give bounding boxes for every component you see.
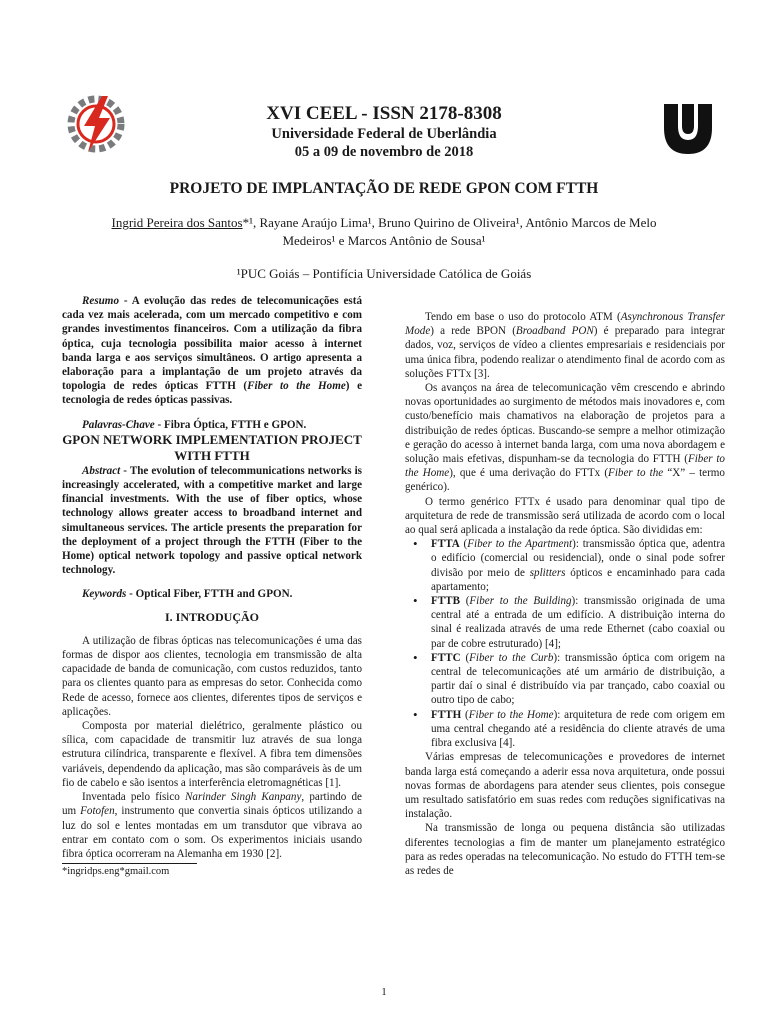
intro-paragraph: Composta por material dielétrico, geralmente plástico ou sílica, com capacidade de transmitir luz através de sua longa estrutura cilíndrica, transparente e flexível. A fibra tem dimensões variáveis, dependendo da aplicação, mas são comparáveis às de um fio de cabelo e são isentos a interferência eletromagnéticas [1].	[62, 720, 362, 789]
abstract: Abstract - The evolution of telecommunications networks is increasingly accelerated, with a competitive market and large financial investments. With the use of fiber optics, whose technology allows greater access to broadband internet and simultaneous services. The article presents the preparation for the deployment of a project through the FTTH (Fiber to the Home) optical network topology and passive optical network technology.	[62, 464, 362, 577]
body-paragraph: Na transmissão de longa ou pequena distância são utilizadas diferentes tecnologias a fim de manter um planejamento estratégico para as redes operadas na telecomunicação. No estudo do FTTH tem-se as redes de	[405, 822, 725, 877]
list-item: • FTTH (Fiber to the Home): arquitetura de rede com origem em uma central chegando até a residência do cliente através de uma fibra exclusiva [4].	[431, 708, 725, 751]
author-names: *¹, Rayane Araújo Lima¹, Bruno Quirino de Oliveira¹, Antônio Marcos de Melo	[242, 215, 657, 230]
first-author: Ingrid Pereira dos Santos	[111, 215, 243, 230]
right-column	[405, 310, 725, 878]
resumo-label: Resumo	[82, 295, 119, 307]
body-paragraph: Tendo em base o uso do protocolo ATM (Asynchronous Transfer Mode) a rede BPON (Broadband PON) é preparado para integrar dados, voz, serviços de vídeo a clientes empresariais e residenciais por uma única fibra, podendo realizar o atendimento final de acordo com as soluções FTTx [3].	[405, 311, 725, 380]
university-name: Universidade Federal de Uberlândia	[271, 126, 497, 142]
left-column	[62, 294, 362, 879]
author-names-line2: Medeiros¹ e Marcos Antônio de Sousa¹	[282, 233, 486, 248]
conference-title: XVI CEEL - ISSN 2178-8308	[266, 103, 502, 124]
body-paragraph: Os avanços na área de telecomunicação vêm crescendo e abrindo novas oportunidades ao surgimento de métodos mais inovadores e, com custo/benefício mais chamativos na elaboração de projetos para a distribuição de redes ópticas. Buscando-se sempre a melhor otimização e geração do acesso à internet banda larga, com uma nova abordagem e solução mais efetivas, dispunham-se da tecnologia do FTTH (Fiber to the Home), que é uma derivação do FTTx (Fiber to the “X” – termo genérico).	[405, 382, 725, 494]
palavras-chave: Palavras-Chave - Fibra Óptica, FTTH e GPON.	[82, 418, 307, 431]
list-item: • FTTC (Fiber to the Curb): transmissão óptica com origem na central de telecomunicações até um armário de distribuição, a partir daí o sinal é distribuído via par trançado, cabo coaxial ou outro tipo de cabo;	[431, 651, 725, 708]
body-paragraph: O termo genérico FTTx é usado para denominar qual tipo de arquitetura de rede de transmissão será utilizada de acordo com o local ao qual será aplicada a instalação da rede óptica. São divididas em:	[405, 495, 725, 537]
fttx-list	[405, 537, 725, 750]
footnote-rule	[62, 863, 197, 864]
page-number: 1	[381, 986, 387, 998]
footnote: *ingridps.eng*gmail.com	[62, 866, 170, 878]
intro-paragraph: Inventada pelo físico Narinder Singh Kanpany, partindo de um Fotofen, instrumento que convertia sinais ópticos utilizando a luz do sol e lentes montadas em um transdutor que vibrava ao entrar em contato com o som. Os experimentos iniciais usando fibra óptica ocorreram na Alemanha em 1930 [2].	[62, 791, 362, 860]
section-heading: I. INTRODUÇÃO	[164, 609, 259, 624]
resumo: Resumo - A evolução das redes de telecomunicações está cada vez mais acelerada, com um mercado competitivo e com grandes investimentos financeiros. Com a utilização da fibra óptica, cuja tecnologia possibilita maior acesso à internet banda larga e aos serviços simultâneos. O artigo apresenta a elaboração para a implantação de um projeto através da topologia de redes ópticas FTTH (Fiber to the Home) e tecnologia de redes ópticas passivas.	[62, 295, 362, 407]
paper-title: PROJETO DE IMPLANTAÇÃO DE REDE GPON COM FTTH	[169, 180, 599, 197]
author-list	[60, 214, 708, 250]
body-paragraph: Várias empresas de telecomunicações e provedores de internet banda larga está começando a aderir essa nova arquitetura, onde possui novas formas de abordagens para atender seus clientes, pois consegue um resultado satisfatório em suas redes com reduções significativas na instalação.	[405, 751, 725, 821]
conference-dates: 05 a 09 de novembro de 2018	[294, 144, 474, 160]
affiliation: ¹PUC Goiás – Pontifícia Universidade Católica de Goiás	[236, 266, 532, 281]
keywords: Keywords - Optical Fiber, FTTH and GPON.	[82, 588, 293, 601]
list-item: • FTTB (Fiber to the Building): transmissão originada de uma central até a entrada de um edifício. A distribuição interna do sinal é realizada através de uma rede Ethernet (cabo coaxial ou par de cobre estruturado) [4];	[431, 594, 725, 651]
list-item: • FTTA (Fiber to the Apartment): transmissão óptica que, adentra o edifício (comercial ou residencial), onde o sinal pode sofrer divisão por meio de splitters ópticos e encaminhado para cada apartamento;	[431, 537, 725, 594]
intro-paragraph: A utilização de fibras ópticas nas telecomunicações é uma das formas de dispor aos clientes, tecnologia em transmissão de alta capacidade de banda de comunicação, com custos reduzidos, tanto para os clientes quanto para as empresas do setor. Conhecida como Rede de acesso, fornece aos clientes, diferentes tipos de serviços e aplicações.	[62, 634, 362, 718]
english-title: GPON NETWORK IMPLEMENTATION PROJECT WITH FTTH	[62, 431, 362, 463]
